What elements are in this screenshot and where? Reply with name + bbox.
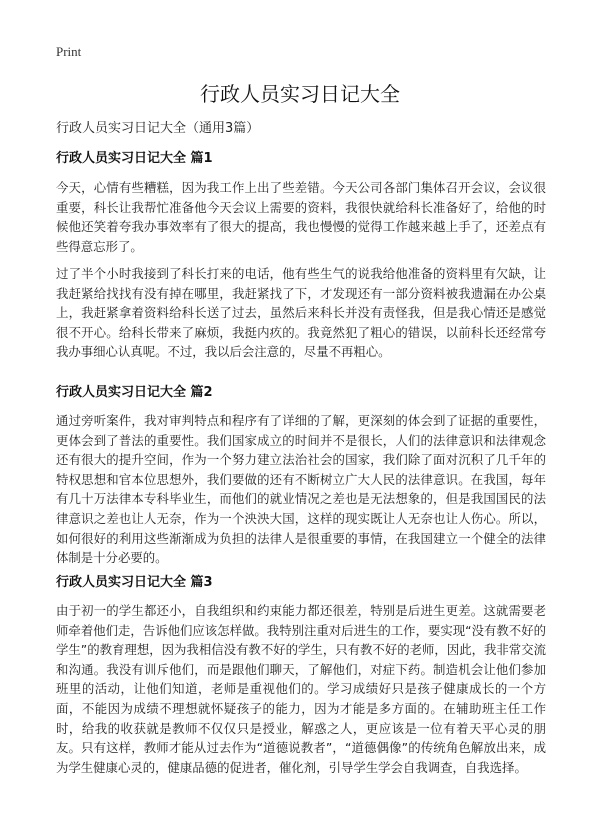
section-heading-1: 行政人员实习日记大全 篇1 — [56, 151, 213, 166]
print-link[interactable]: Print — [56, 44, 82, 59]
section-1-paragraph-2: 过了半个小时我接到了科长打来的电话，他有些生气的说我给他准备的资料里有欠缺，让我赶紧给找找有没有掉在哪里，我赶紧找了下，才发现还有一部分资料被我遗漏在办公桌上，我赶紧拿着资料给科长送了过去，虽然后来科长并没有责怪我，但是我心情还是感觉很不开心。给科长带来了麻烦，我挺内疚的。我竟然犯了粗心的错误，以前科长还经常夸我办事细心认真呢。不过，我以后会注意的，尽量不再粗心。 — [56, 266, 546, 360]
section-heading-3: 行政人员实习日记大全 篇3 — [56, 575, 213, 590]
section-3-paragraph-1: 由于初一的学生都还小，自我组织和约束能力都还很差，特别是后进生更差。这就需要老师牵着他们走，告诉他们应该怎样做。我特别注重对后进生的工作，要实现“没有教不好的学生”的教育理想，因为我相信没有教不好的学生，只有教不好的老师，因此，我非常交流和沟通。我没有训斥他们，而是跟他们聊天，了解他们，对症下药。制造机会让他们参加班里的活动，让他们知道，老师是重视他们的。学习成绩好只是孩子健康成长的一个方面，不能因为成绩不理想就怀疑孩子的能力，因为才能是多方面的。在辅助班主任工作时，给我的收获就是教师不仅仅只是授业，解惑之人，更应该是一位有着天平心灵的朋友。只有这样，教师才能从过去作为“道德说教者”，“道德偶像”的传统角色解放出来，成为学生健康心灵的，健康品德的促进者，催化剂，引导学生学会自我调查，自我选择。 — [56, 603, 546, 775]
section-2-paragraph-1: 通过旁听案件，我对审判特点和程序有了详细的了解，更深刻的体会到了证据的重要性，更体会到了普法的重要性。我们国家成立的时间并不是很长，人们的法律意识和法律观念还有很大的提升空间，作为一个努力建立法治社会的国家，我们除了面对沉积了几千年的特权思想和官本位思想外，我们要做的还有不断树立广大人民的法律意识。在我国，每年有几十万法律本专科毕业生，而他们的就业情况之差也是无法想象的，但是我国国民的法律意识之差也让人无奈，作为一个泱泱大国，这样的现实既让人无奈也让人伤心。所以，如何很好的利用这些渐渐成为负担的法律人是很重要的事情，在我国建立一个健全的法律体制是十分必要的。 — [56, 413, 546, 566]
document-subtitle: 行政人员实习日记大全（通用3篇） — [56, 121, 260, 136]
section-1-paragraph-1: 今天，心情有些糟糕，因为我工作上出了些差错。今天公司各部门集体召开会议，会议很重要，科长让我帮忙准备他今天会议上需要的资料，我很快就给科长准备好了，给他的时候他还笑着夸我办事效率有了很大的提高，我也慢慢的觉得工作越来越上手了，还差点有些得意忘形了。 — [56, 180, 546, 254]
document-title: 行政人员实习日记大全 — [200, 82, 400, 106]
section-heading-2: 行政人员实习日记大全 篇2 — [56, 385, 213, 400]
